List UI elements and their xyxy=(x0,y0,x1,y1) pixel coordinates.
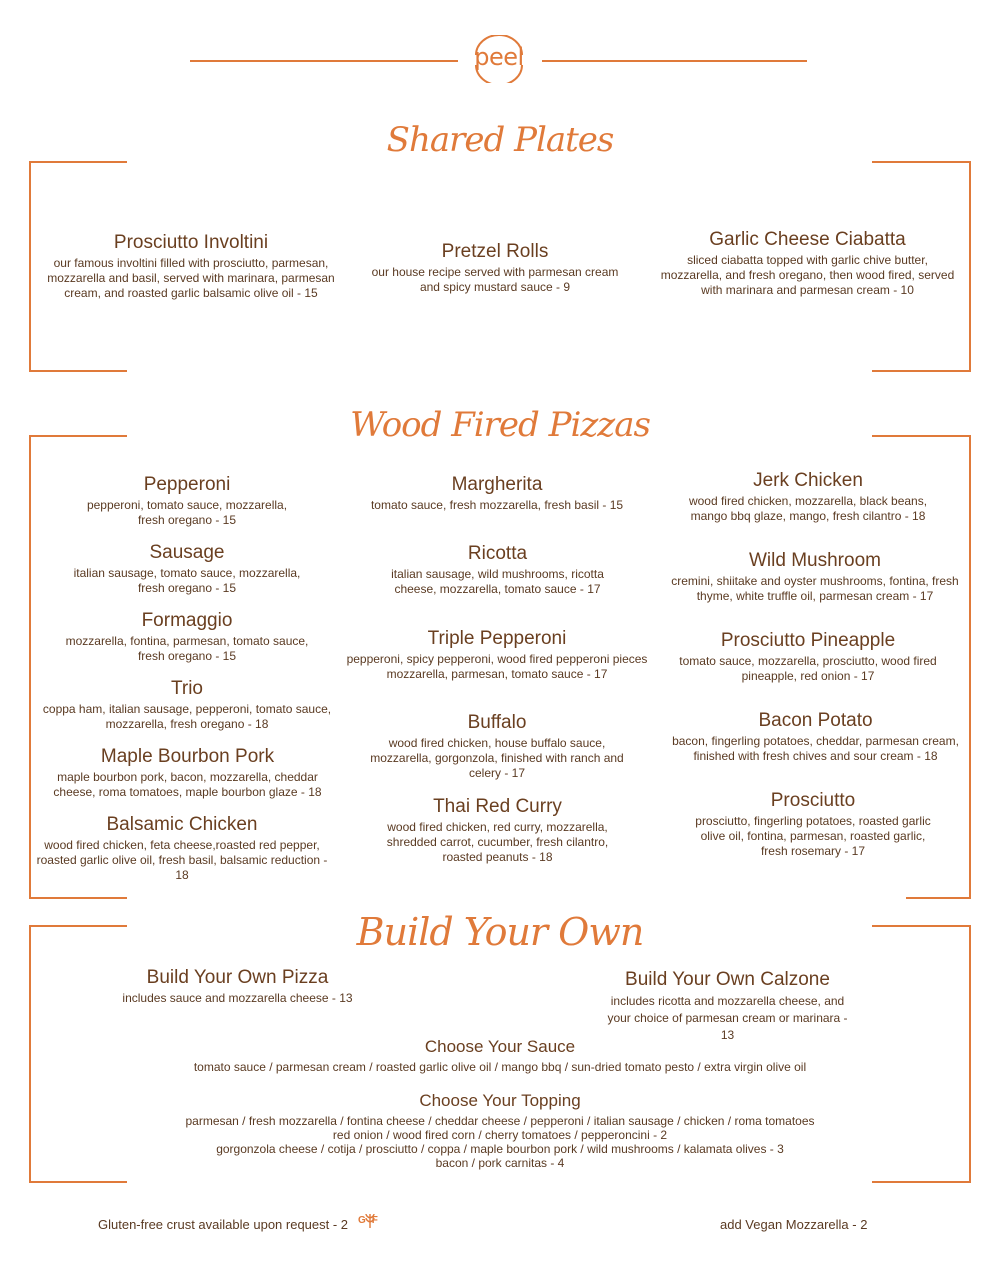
build-your-own-title: Build Your Own xyxy=(356,910,644,954)
peel-logo xyxy=(470,35,528,83)
menu-item-maple-bourbon-pork xyxy=(35,746,340,800)
menu-item-bacon-potato xyxy=(668,710,963,764)
menu-item-pepperoni xyxy=(82,474,292,528)
item-desc: italian sausage, tomato sauce, mozzarella, fresh oregano - 15 xyxy=(73,566,301,595)
item-name: Buffalo xyxy=(467,712,527,733)
shared-bracket-left-side xyxy=(29,161,31,372)
item-name: Ricotta xyxy=(467,543,528,564)
vegan-mozzarella-note: add Vegan Mozzarella - 2 xyxy=(720,1217,868,1232)
menu-item-margherita xyxy=(362,474,632,513)
item-desc: tomato sauce, mozzarella, prosciutto, wood fired pineapple, red onion - 17 xyxy=(679,654,937,683)
item-desc: wood fired chicken, house buffalo sauce, mozzarella, gorgonzola, finished with ranch and celery - 17 xyxy=(370,736,624,780)
item-desc: our famous involtini filled with prosciutto, parmesan, mozzarella and basil, served with marinara, parmesan cream, and roasted garlic balsamic olive oil - 15 xyxy=(47,256,335,300)
item-name: Wild Mushroom xyxy=(749,550,881,571)
menu-item-wild-mushroom xyxy=(670,550,960,604)
item-name: Jerk Chicken xyxy=(753,470,863,491)
item-name: Sausage xyxy=(149,542,225,563)
item-desc: wood fired chicken, red curry, mozzarella, shredded carrot, cucumber, fresh cilantro, roasted peanuts - 18 xyxy=(386,820,609,864)
build-bracket-right-bottom xyxy=(872,1181,971,1183)
item-name: Prosciutto xyxy=(770,790,856,811)
menu-item-build-your-own-pizza xyxy=(110,967,365,1006)
gluten-free-icon xyxy=(358,1212,382,1232)
gluten-free-note: Gluten-free crust available upon request - 2 xyxy=(98,1217,349,1232)
item-desc: wood fired chicken, mozzarella, black beans, mango bbq glaze, mango, fresh cilantro - 18 xyxy=(688,494,928,523)
menu-item-sausage xyxy=(72,542,302,596)
pizzas-bracket-right-top xyxy=(872,435,971,437)
item-desc: pepperoni, spicy pepperoni, wood fired pepperoni pieces mozzarella, parmesan, tomato sauce - 17 xyxy=(346,652,648,681)
item-desc: coppa ham, italian sausage, pepperoni, tomato sauce, mozzarella, fresh oregano - 18 xyxy=(42,702,332,731)
menu-item-buffalo xyxy=(358,712,636,781)
gf-badge-text: GF xyxy=(358,1215,384,1226)
item-name: Prosciutto Involtini xyxy=(113,232,269,253)
shared-bracket-left-top xyxy=(29,161,127,163)
menu-item-ricotta xyxy=(370,543,625,597)
item-name: Maple Bourbon Pork xyxy=(100,746,275,767)
build-bracket-right-top xyxy=(872,925,971,927)
choose-your-topping xyxy=(150,1090,850,1170)
item-desc: mozzarella, fontina, parmesan, tomato sauce, fresh oregano - 15 xyxy=(65,634,309,663)
item-name: Choose Your Sauce xyxy=(424,1037,576,1056)
menu-item-balsamic-chicken xyxy=(32,814,332,883)
item-name: Build Your Own Calzone xyxy=(625,969,830,990)
item-name: Pretzel Rolls xyxy=(441,241,549,262)
menu-item-thai-red-curry xyxy=(385,796,610,865)
item-desc: wood fired chicken, feta cheese,roasted red pepper, roasted garlic olive oil, fresh basil, balsamic reduction - 18 xyxy=(36,838,328,882)
wood-fired-pizzas-title: Wood Fired Pizzas xyxy=(350,405,650,445)
item-desc: includes sauce and mozzarella cheese - 13 xyxy=(122,991,353,1005)
logo-text: peel xyxy=(474,43,524,71)
shared-bracket-right-bottom xyxy=(872,370,971,372)
item-name: Formaggio xyxy=(141,610,233,631)
item-name: Pepperoni xyxy=(143,474,231,495)
shared-bracket-left-bottom xyxy=(29,370,127,372)
topping-line: red onion / wood fired corn / cherry tomatoes / pepperoncini - 2 xyxy=(332,1128,668,1142)
topping-line: parmesan / fresh mozzarella / fontina cheese / cheddar cheese / pepperoni / italian sausage / chicken / roma tomatoes xyxy=(185,1114,815,1128)
item-name: Build Your Own Pizza xyxy=(146,967,329,988)
shared-bracket-right-side xyxy=(969,161,971,372)
item-name: Thai Red Curry xyxy=(433,796,562,817)
item-desc: tomato sauce, fresh mozzarella, fresh basil - 15 xyxy=(370,498,624,512)
pizzas-bracket-left-side xyxy=(29,435,31,899)
menu-item-prosciutto xyxy=(688,790,938,859)
pizzas-bracket-right-bottom xyxy=(906,897,971,899)
item-desc: maple bourbon pork, bacon, mozzarella, cheddar cheese, roma tomatoes, maple bourbon glaze - 18 xyxy=(53,770,322,799)
pizzas-bracket-left-top xyxy=(29,435,127,437)
item-desc: tomato sauce / parmesan cream / roasted garlic olive oil / mango bbq / sun-dried tomato pesto / extra virgin olive oil xyxy=(193,1060,807,1074)
item-desc: prosciutto, fingerling potatoes, roasted garlic olive oil, fontina, parmesan, roasted garlic, fresh rosemary - 17 xyxy=(695,814,931,858)
item-name: Balsamic Chicken xyxy=(106,814,258,835)
item-name: Choose Your Topping xyxy=(419,1091,581,1110)
pizzas-bracket-right-side xyxy=(969,435,971,899)
topping-line: bacon / pork carnitas - 4 xyxy=(435,1156,565,1170)
menu-item-prosciutto-pineapple xyxy=(668,630,948,684)
pizzas-bracket-left-bottom xyxy=(29,897,127,899)
item-desc: includes ricotta and mozzarella cheese, and your choice of parmesan cream or marinara - 13 xyxy=(607,994,848,1042)
header-rule-left xyxy=(190,60,458,62)
menu-item-triple-pepperoni xyxy=(346,628,648,682)
menu-item-garlic-cheese-ciabatta xyxy=(655,229,960,298)
shared-bracket-right-top xyxy=(872,161,971,163)
item-name: Prosciutto Pineapple xyxy=(720,630,896,651)
item-name: Triple Pepperoni xyxy=(427,628,567,649)
menu-item-formaggio xyxy=(62,610,312,664)
build-bracket-left-top xyxy=(29,925,127,927)
item-name: Bacon Potato xyxy=(758,710,873,731)
header-rule-right xyxy=(542,60,807,62)
item-desc: sliced ciabatta topped with garlic chive butter, mozzarella, and fresh oregano, then wood fired, served with marinara and parmesan cream - 10 xyxy=(660,253,955,297)
item-desc: bacon, fingerling potatoes, cheddar, parmesan cream, finished with fresh chives and sour cream - 18 xyxy=(672,734,959,763)
item-name: Trio xyxy=(170,678,204,699)
item-desc: our house recipe served with parmesan cream and spicy mustard sauce - 9 xyxy=(371,265,619,294)
menu-item-pretzel-rolls xyxy=(370,241,620,295)
menu-item-prosciutto-involtini xyxy=(35,232,347,301)
item-name: Garlic Cheese Ciabatta xyxy=(709,229,906,250)
menu-item-trio xyxy=(42,678,332,732)
item-name: Margherita xyxy=(451,474,543,495)
shared-plates-title: Shared Plates xyxy=(386,120,614,160)
item-desc: cremini, shiitake and oyster mushrooms, fontina, fresh thyme, white truffle oil, parmesan cream - 17 xyxy=(671,574,959,603)
build-bracket-right-side xyxy=(969,925,971,1183)
topping-line: gorgonzola cheese / cotija / prosciutto / coppa / maple bourbon pork / wild mushrooms / kalamata olives - 3 xyxy=(216,1142,784,1156)
choose-your-sauce xyxy=(150,1036,850,1075)
menu-item-build-your-own-calzone xyxy=(600,969,855,1044)
menu-item-jerk-chicken xyxy=(683,470,933,524)
item-desc: italian sausage, wild mushrooms, ricotta cheese, mozzarella, tomato sauce - 17 xyxy=(391,567,604,596)
build-bracket-left-bottom xyxy=(29,1181,127,1183)
item-desc: pepperoni, tomato sauce, mozzarella, fresh oregano - 15 xyxy=(86,498,288,527)
build-bracket-left-side xyxy=(29,925,31,1183)
